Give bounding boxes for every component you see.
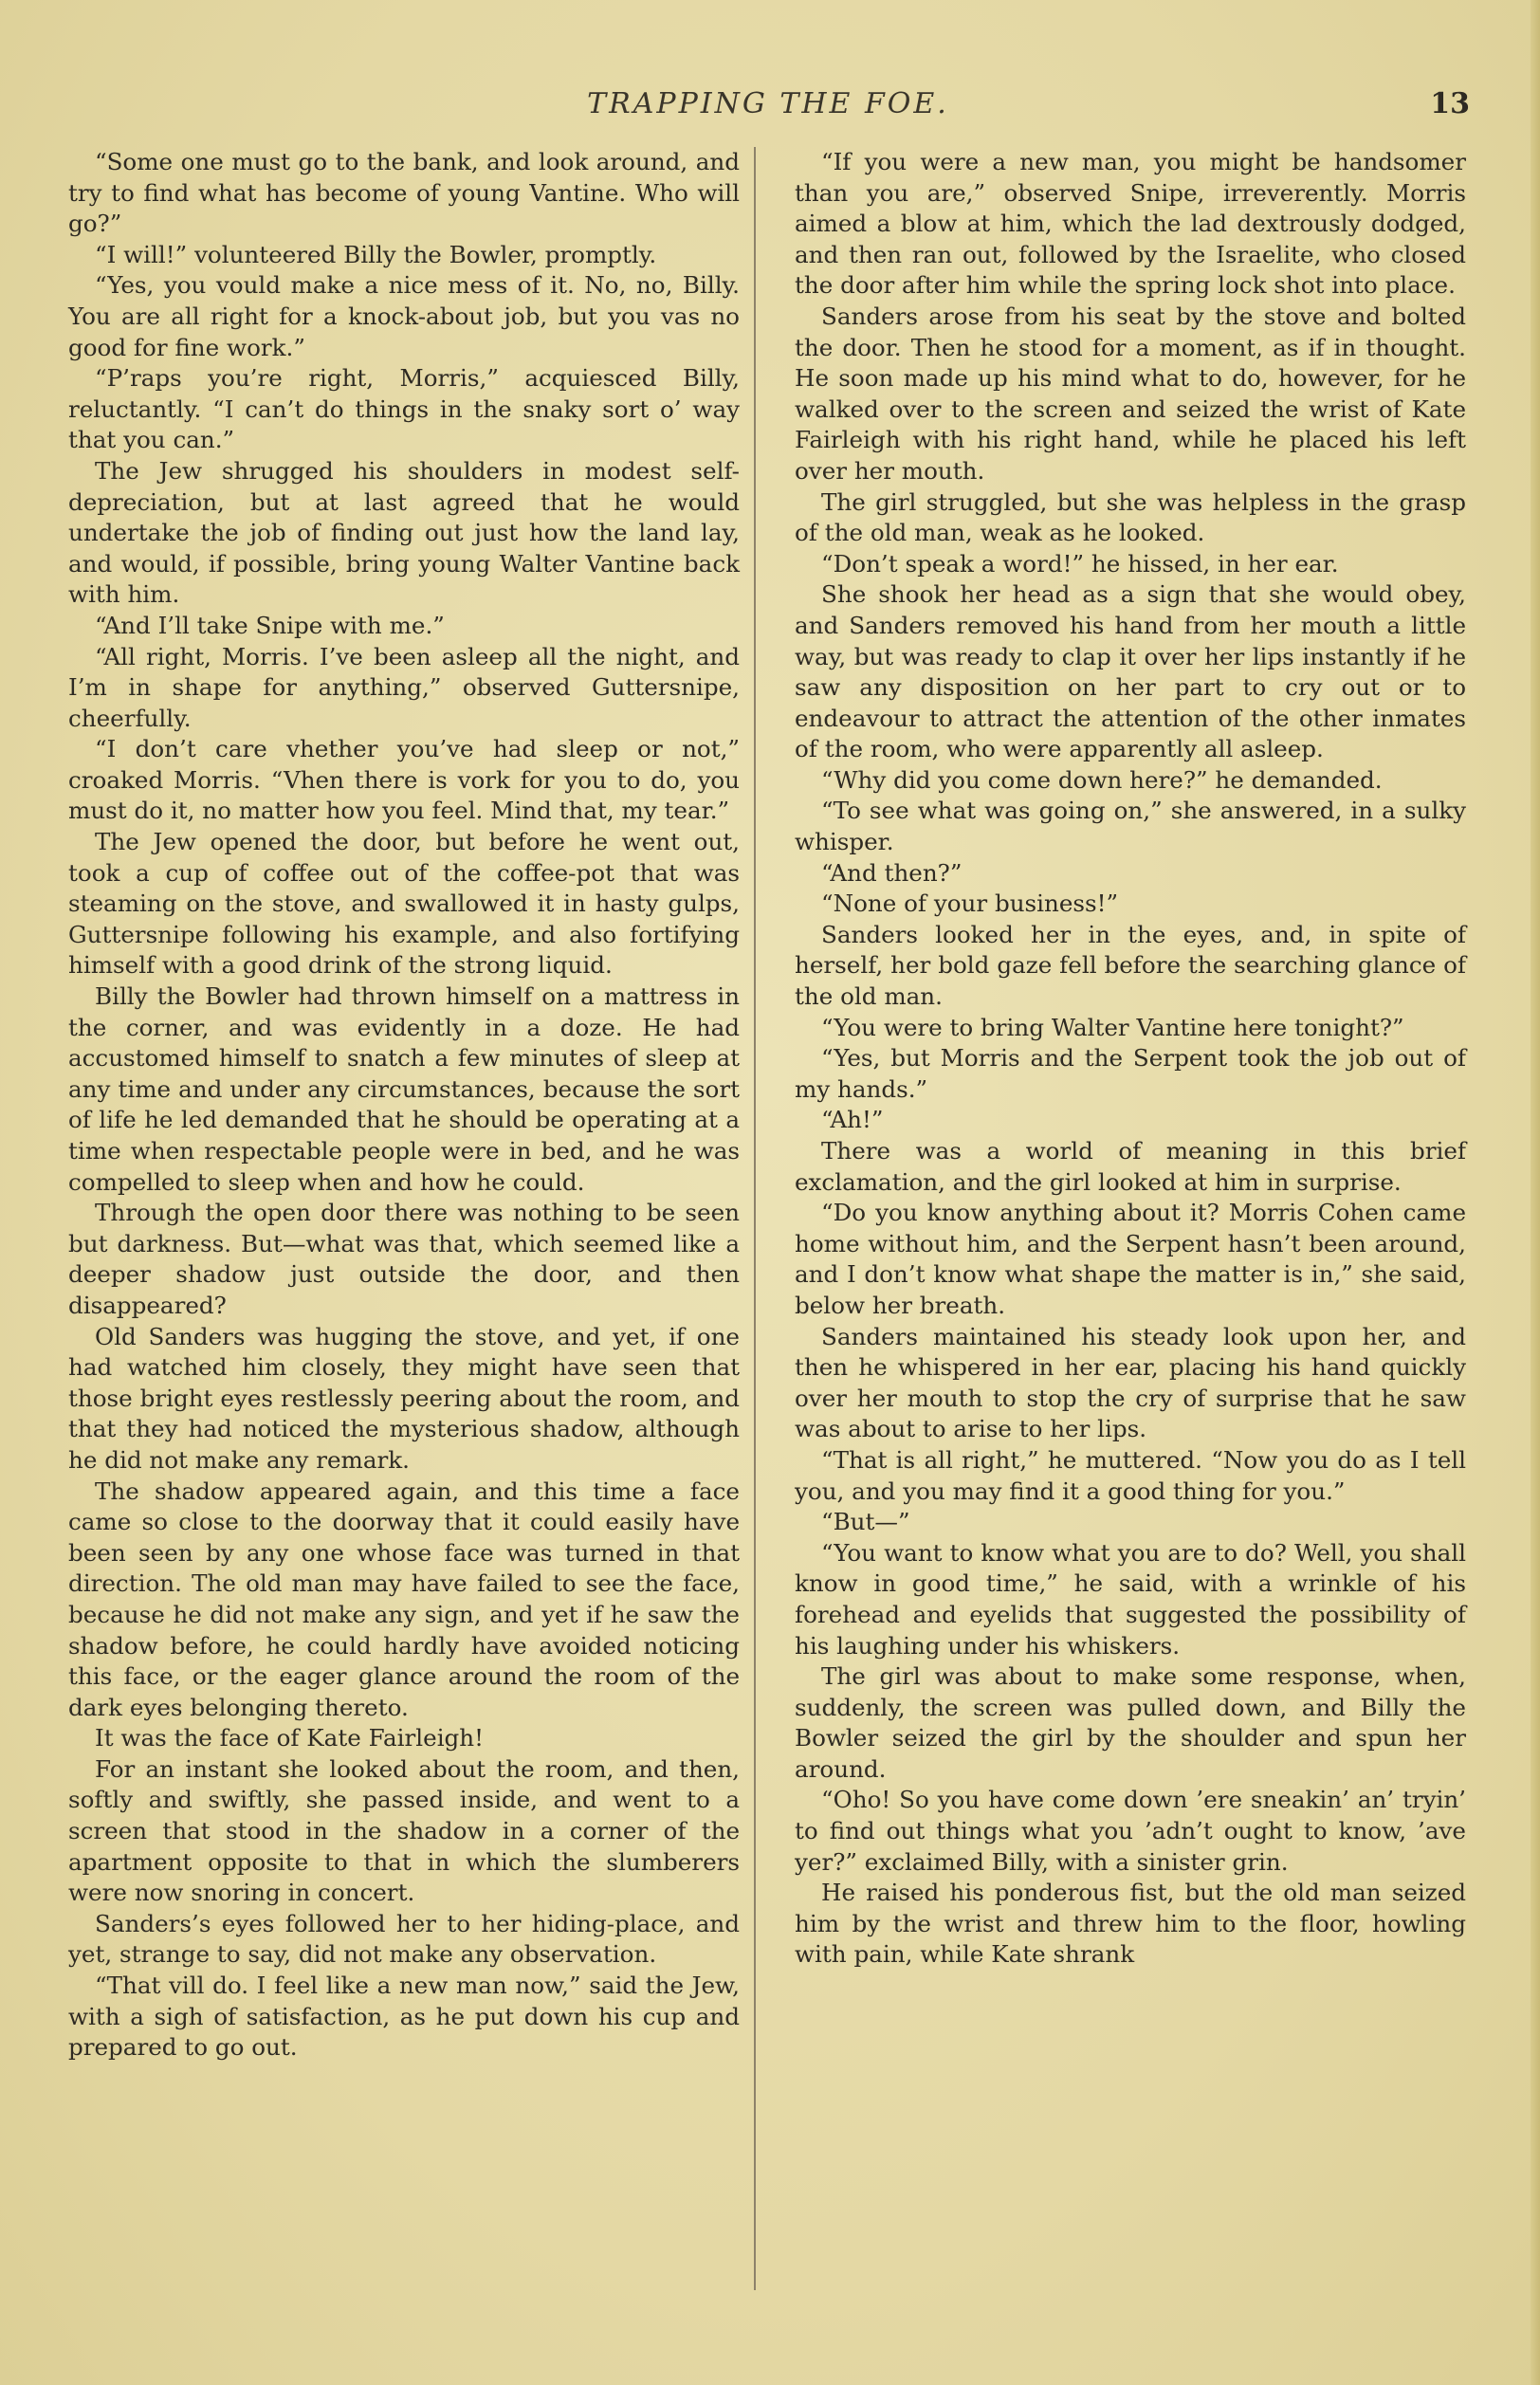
paragraph: “And I’ll take Snipe with me.” xyxy=(95,611,445,639)
paragraph: “That vill do. I feel like a new man now,” said the Jew, with a sigh of satisfaction, as he put down his cup and prepared to go out. xyxy=(68,1972,740,2062)
paragraph: For an instant she looked about the room, and then, softly and swiftly, she passed inside, and went to a screen that stood in the shadow in a corner of the apartment opposite to that in which the slumberers were now snoring in concert. xyxy=(68,1754,740,1907)
paragraph: “P’raps you’re right, Morris,” acquiesced Billy, reluctantly. “I can’t do things in the snaky sort o’ way that you can.” xyxy=(68,364,740,454)
paragraph: “I don’t care vhether you’ve had sleep or not,” croaked Morris. “Vhen there is vork for you to do, you must do it, no matter how you feel. Mind that, my tear.” xyxy=(68,735,740,825)
paragraph: “Yes, you vould make a nice mess of it. No, no, Billy. You are all right for a knock-about job, but you vas no good for fine work.” xyxy=(68,271,740,361)
left-column xyxy=(68,147,740,2064)
paragraph: Old Sanders was hugging the stove, and yet, if one had watched him closely, they might have seen that those bright eyes restlessly peering about the room, and that they had noticed the mysterious shadow, although he did not make any remark. xyxy=(68,1322,740,1474)
page-header xyxy=(66,87,1470,125)
paragraph: “Why did you come down here?” he demanded. xyxy=(821,765,1383,794)
paragraph: Sanders maintained his steady look upon her, and then he whispered in her ear, placing his hand quickly over her mouth to stop the cry of surprise that he saw was about to arise to her lips. xyxy=(795,1322,1466,1443)
paragraph: It was the face of Kate Fairleigh! xyxy=(95,1724,485,1752)
paragraph: He raised his ponderous fist, but the old man seized him by the wrist and threw him to the floor, howling with pain, while Kate shrank xyxy=(795,1879,1466,1969)
paragraph: “All right, Morris. I’ve been asleep all the night, and I’m in shape for anything,” observed Guttersnipe, cheerfully. xyxy=(68,642,740,732)
paragraph: “Yes, but Morris and the Serpent took the job out of my hands.” xyxy=(795,1044,1466,1103)
running-title: TRAPPING THE FOE. xyxy=(587,87,949,120)
paragraph: “Ah!” xyxy=(821,1106,884,1134)
paragraph: Through the open door there was nothing to be seen but darkness. But—what was that, which seemed like a deeper shadow just outside the door, and then disappeared? xyxy=(68,1199,740,1319)
paragraph: “You want to know what you are to do? Well, you shall know in good time,” he said, with a wrinkle of his forehead and eyelids that suggested the possibility of his laughing under his whiskers. xyxy=(795,1538,1466,1660)
paragraph: Sanders looked her in the eyes, and, in spite of herself, her bold gaze fell before the searching glance of the old man. xyxy=(795,920,1466,1011)
paragraph: There was a world of meaning in this brief exclamation, and the girl looked at him in surprise. xyxy=(795,1137,1466,1196)
paragraph: Sanders’s eyes followed her to her hiding-place, and yet, strange to say, did not make any observation. xyxy=(68,1909,740,1969)
paragraph: The girl struggled, but she was helpless in the grasp of the old man, weak as he looked. xyxy=(795,487,1466,547)
paragraph: Billy the Bowler had thrown himself on a mattress in the corner, and was evidently in a doze. He had accustomed himself to snatch a few minutes of sleep at any time and under any circumstances, because the sort of life he led demanded that he should be operating at a time when respectable people were in bed, and he was compelled to sleep when and how he could. xyxy=(68,982,740,1196)
paragraph: “Don’t speak a word!” he hissed, in her ear. xyxy=(821,549,1339,578)
paragraph: “Oho! So you have come down ’ere sneakin’ an’ tryin’ to find out things what you ’adn’t ought to know, ’ave yer?” exclaimed Billy, with a sinister grin. xyxy=(795,1786,1466,1876)
paragraph: The girl was about to make some response, when, suddenly, the screen was pulled down, and Billy the Bowler seized the girl by the shoulder and spun her around. xyxy=(795,1662,1466,1783)
paragraph: “You were to bring Walter Vantine here tonight?” xyxy=(821,1013,1404,1041)
column-divider xyxy=(754,147,756,2290)
paragraph: The Jew opened the door, but before he went out, took a cup of coffee out of the coffee-pot that was steaming on the stove, and swallowed it in hasty gulps, Guttersnipe following his example, and also fortifying himself with a good drink of the strong liquid. xyxy=(68,828,740,980)
paragraph: Sanders arose from his seat by the stove and bolted the door. Then he stood for a moment, as if in thought. He soon made up his mind what to do, however, for he walked over to the screen and seized the wrist of Kate Fairleigh with his right hand, while he placed his left over her mouth. xyxy=(795,302,1466,485)
paragraph: “If you were a new man, you might be handsomer than you are,” observed Snipe, irreverently. Morris aimed a blow at him, which the lad dextrously dodged, and then ran out, followed by the Israelite, who closed the door after him while the spring lock shot into place. xyxy=(795,148,1466,300)
paragraph: The Jew shrugged his shoulders in modest self-depreciation, but at last agreed that he would undertake the job of finding out just how the land lay, and would, if possible, bring young Walter Vantine back with him. xyxy=(68,456,740,609)
page-number: 13 xyxy=(1430,87,1470,120)
paragraph: “I will!” volunteered Billy the Bowler, promptly. xyxy=(95,240,657,268)
paragraph: She shook her head as a sign that she would obey, and Sanders removed his hand from her mouth a little way, but was ready to clap it over her lips instantly if he saw any disposition on her part to cry out or to endeavour to attract the attention of the other inmates of the room, who were apparently all asleep. xyxy=(795,580,1466,763)
paragraph: “Some one must go to the bank, and look around, and try to find what has become of young Vantine. Who will go?” xyxy=(68,148,740,238)
paragraph: “But—” xyxy=(821,1508,910,1536)
paragraph: The shadow appeared again, and this time a face came so close to the doorway that it could easily have been seen by any one whose face was turned in that direction. The old man may have failed to see the face, because he did not make any sign, and yet if he saw the shadow before, he could hardly have avoided noticing this face, or the eager glance around the room of the dark eyes belonging thereto. xyxy=(68,1477,740,1721)
page-edge xyxy=(1531,0,1540,2385)
paragraph: “None of your business!” xyxy=(821,890,1119,918)
paragraph: “That is all right,” he muttered. “Now you do as I tell you, and you may find it a good thing for you.” xyxy=(795,1445,1466,1505)
right-column xyxy=(795,147,1466,1971)
paragraph: “Do you know anything about it? Morris Cohen came home without him, and the Serpent hasn’t been around, and I don’t know what shape the matter is in,” she said, below her breath. xyxy=(795,1199,1466,1319)
paragraph: “And then?” xyxy=(821,858,962,887)
paragraph: “To see what was going on,” she answered, in a sulky whisper. xyxy=(795,797,1466,856)
